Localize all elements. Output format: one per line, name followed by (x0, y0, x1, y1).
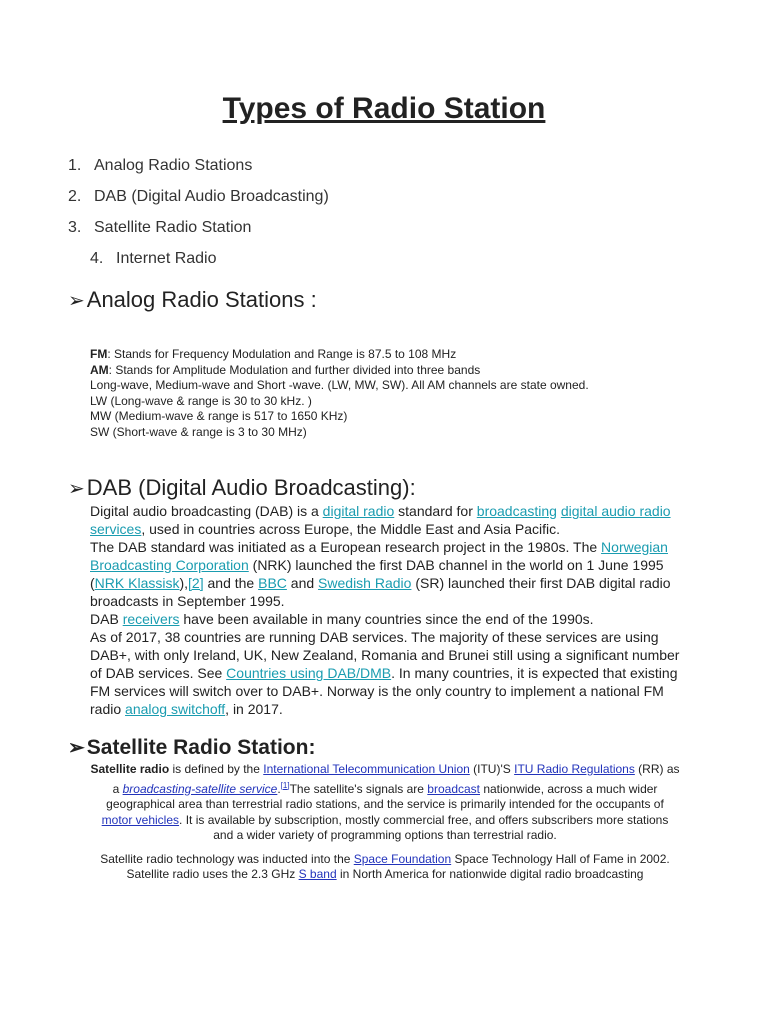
link-digital-radio[interactable]: digital radio (322, 503, 395, 519)
satellite-radio-term: Satellite radio (90, 762, 170, 776)
toc-number: 4. (90, 250, 104, 267)
text-run: Satellite radio technology was inducted into the (100, 851, 354, 866)
text-run: (NRK) launched the first DAB channel in the world on 1 June 1995 ( (90, 557, 664, 591)
text-run: Space Technology Hall of Fame in 2002. Satellite radio uses the 2.3 GHz (126, 851, 670, 881)
text-run: and (286, 575, 319, 591)
text-run: , in 2017. (225, 701, 283, 717)
text-run: have been available in many countries since the end of the 1990s. (179, 611, 594, 627)
satellite-paragraph (90, 762, 680, 844)
toc-item (68, 219, 329, 250)
analog-line (90, 347, 589, 363)
text-run: DAB (90, 611, 123, 627)
link-s-band[interactable]: S band (298, 867, 337, 881)
text-run: standard for (394, 503, 477, 519)
arrow-bullet-icon: ➢ (68, 478, 85, 500)
text-run: . In many countries, it is expected that existing FM services will switch over to DAB+. Norway is the only country to implement a national FM radio (90, 665, 678, 717)
table-of-contents (68, 157, 329, 281)
analog-line: MW (Medium-wave & range is 517 to 1650 KHz) (90, 409, 348, 423)
text-run: in North America for nationwide digital radio broadcasting (336, 867, 644, 881)
analog-content (90, 347, 589, 440)
text-run: (RR) as a (112, 762, 680, 796)
link-citation-2[interactable]: [2] (188, 575, 204, 591)
toc-item (68, 157, 329, 188)
text-run: and the (203, 575, 259, 591)
link-digital-audio-radio-services[interactable]: digital audio radio services (90, 503, 671, 537)
text-run: ), (179, 575, 189, 591)
section-heading-dab (68, 475, 416, 501)
text-run: (ITU)'S (469, 762, 515, 776)
toc-number: 2. (68, 188, 82, 205)
text-run: . (277, 781, 281, 796)
text-run: , used in countries across Europe, the Middle East and Asia Pacific. (141, 521, 561, 537)
fm-label: FM (90, 347, 108, 361)
analog-line: Long-wave, Medium-wave and Short -wave. (LW, MW, SW). All AM channels are state owned. (90, 378, 589, 392)
link-nrk-klassisk[interactable]: NRK Klassisk (94, 575, 180, 591)
link-bbc[interactable]: BBC (258, 575, 287, 591)
text-run: nationwide, across a much wider geographical area than terrestrial radio stations, and the service is primarily intended for the occupants of (106, 781, 664, 811)
am-text: : Stands for Amplitude Modulation and further divided into three bands (108, 362, 481, 377)
toc-item (68, 250, 329, 281)
dab-paragraph (90, 610, 690, 628)
section-heading-satellite (68, 735, 315, 760)
dab-paragraph (90, 502, 690, 538)
analog-line: LW (Long-wave & range is 30 to 30 kHz. ) (90, 393, 312, 408)
link-motor-vehicles[interactable]: motor vehicles (101, 812, 180, 827)
text-run: . It is available by subscription, mostly commercial free, and offers subscribers more stations and a wider variety of programming options than terrestrial radio. (179, 812, 669, 842)
link-broadcasting[interactable]: broadcasting (476, 503, 557, 519)
toc-item (68, 188, 329, 219)
toc-label: Analog Radio Stations (94, 157, 253, 174)
satellite-paragraph (90, 852, 680, 883)
toc-number: 1. (68, 157, 82, 174)
link-broadcasting-satellite-service[interactable]: broadcasting-satellite service (122, 781, 278, 796)
link-space-foundation[interactable]: Space Foundation (353, 851, 452, 866)
toc-number: 3. (68, 219, 82, 236)
satellite-content (90, 762, 680, 891)
toc-label: DAB (Digital Audio Broadcasting) (94, 188, 329, 205)
dab-paragraph (90, 628, 690, 718)
link-analog-switchoff[interactable]: analog switchoff (125, 701, 226, 717)
page-title: Types of Radio Station (222, 92, 546, 125)
analog-line: SW (Short-wave & range is 3 to 30 MHz) (90, 424, 307, 439)
arrow-bullet-icon: ➢ (68, 737, 85, 759)
link-itu-radio-regulations[interactable]: ITU Radio Regulations (514, 762, 635, 776)
text-run: is defined by the (169, 762, 264, 776)
link-receivers[interactable]: receivers (122, 611, 180, 627)
text-run: The DAB standard was initiated as a European research project in the 1980s. The (90, 539, 602, 555)
text-run: The satellite's signals are (289, 781, 428, 796)
link-norwegian-broadcasting[interactable]: Norwegian Broadcasting Corporation (90, 539, 668, 573)
text-run: As of 2017, 38 countries are running DAB services. The majority of these services are using DAB+, with only Ireland, UK, New Zealand, Romania and Brunei still using a significant number of DAB services. See (90, 629, 680, 681)
toc-label: Internet Radio (116, 250, 217, 267)
arrow-bullet-icon: ➢ (68, 290, 85, 312)
section-heading-text: Satellite Radio Station: (86, 736, 316, 759)
analog-line (90, 363, 589, 379)
link-itu[interactable]: International Telecommunication Union (263, 762, 470, 776)
am-label: AM (90, 362, 109, 377)
section-heading-analog (68, 287, 317, 313)
link-countries-using-dab[interactable]: Countries using DAB/DMB (226, 665, 392, 681)
text-run: (SR) launched their first DAB digital radio broadcasts in September 1995. (90, 575, 671, 609)
link-broadcast[interactable]: broadcast (427, 781, 480, 796)
text-run: Digital audio broadcasting (DAB) is a (90, 503, 323, 519)
dab-paragraph (90, 538, 690, 610)
link-citation-1[interactable]: [1] (280, 780, 290, 790)
section-heading-text: DAB (Digital Audio Broadcasting): (86, 475, 416, 500)
toc-label: Satellite Radio Station (94, 219, 252, 236)
dab-content (90, 502, 690, 718)
link-swedish-radio[interactable]: Swedish Radio (318, 575, 412, 591)
fm-text: : Stands for Frequency Modulation and Range is 87.5 to 108 MHz (107, 347, 457, 361)
section-heading-text: Analog Radio Stations : (86, 287, 317, 312)
